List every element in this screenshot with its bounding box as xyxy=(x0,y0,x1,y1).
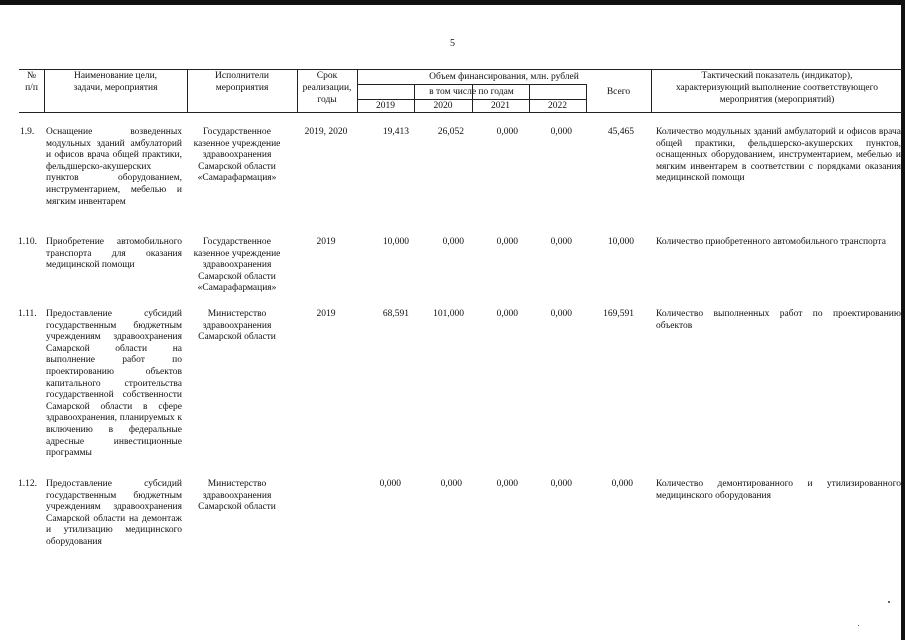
row-value-2020: 26,052 xyxy=(437,127,464,137)
header-year-2019: 2019 xyxy=(376,101,395,111)
row-value-2022: 0,000 xyxy=(550,237,572,247)
row-name: Предоставление субсидий государственным бюджетным учреждениям здравоохранения Самарской области на демонтаж и утилизацию медицинского оборудования xyxy=(46,479,182,547)
row-executor: Государственное казенное учреждение здравоохранения Самарской области «Самарафармация» xyxy=(193,237,281,294)
row-value-2022: 0,000 xyxy=(550,479,572,489)
row-indicator: Количество демонтированного и утилизированного медицинского оборудования xyxy=(656,479,901,501)
row-value-total: 10,000 xyxy=(607,237,634,247)
row-number: 1.10. xyxy=(18,237,37,247)
row-number: 1.9. xyxy=(20,127,35,137)
row-value-2020: 0,000 xyxy=(440,479,462,489)
row-name: Оснащение возведенных модульных зданий амбулаторий и офисов врача общей практики, фельдшерско-акушерских пунктов оборудованием, инструментарием, мебелью и мягким инвентарем xyxy=(46,127,182,207)
row-term: 2019 xyxy=(316,309,336,319)
row-value-2021: 0,000 xyxy=(496,309,518,319)
row-value-2022: 0,000 xyxy=(550,127,572,137)
row-value-total: 0,000 xyxy=(611,479,633,489)
row-value-2019: 68,591 xyxy=(382,309,409,319)
row-name: Приобретение автомобильного транспорта для оказания медицинской помощи xyxy=(46,237,182,271)
row-indicator: Количество приобретенного автомобильного транспорта xyxy=(656,237,886,247)
row-executor: Министерство здравоохранения Самарской области xyxy=(198,309,276,343)
header-executor: Исполнители мероприятия xyxy=(215,71,269,93)
header-year-2020: 2020 xyxy=(433,101,453,111)
scan-speck xyxy=(888,601,890,603)
header-bottom-rule xyxy=(19,112,903,113)
row-indicator: Количество выполненных работ по проектированию объектов xyxy=(656,309,901,331)
row-value-2020: 0,000 xyxy=(442,237,464,247)
row-value-2021: 0,000 xyxy=(496,127,518,137)
row-term: 2019 xyxy=(316,237,336,247)
header-by-years: в том числе по годам xyxy=(429,87,514,97)
header-term: Срок реализации, годы xyxy=(302,71,352,105)
scan-speck xyxy=(858,625,859,626)
header-number: № п/п xyxy=(25,71,38,93)
row-indicator: Количество модульных зданий амбулаторий и офисов врача общей практики, фельдшерско-акушерских пунктов, оснащенных оборудованием, инструментарием, мебелью и мягким инвентарем в соответствии с порядками оказания медицинской помощи xyxy=(656,127,901,184)
row-value-2021: 0,000 xyxy=(496,237,518,247)
row-value-2019: 10,000 xyxy=(382,237,409,247)
row-value-2019: 0,000 xyxy=(379,479,401,489)
row-value-2020: 101,000 xyxy=(433,309,464,319)
row-value-total: 45,465 xyxy=(607,127,634,137)
header-year-2021: 2021 xyxy=(491,101,510,111)
row-number: 1.11. xyxy=(18,309,37,319)
row-value-2022: 0,000 xyxy=(550,309,572,319)
row-value-total: 169,591 xyxy=(603,309,634,319)
row-term: 2019, 2020 xyxy=(304,127,348,137)
row-number: 1.12. xyxy=(18,479,37,489)
header-indicator: Тактический показатель (индикатор), характеризующий выполнение соответствующего мероприятия (мероприятий) xyxy=(675,71,879,105)
row-executor: Государственное казенное учреждение здравоохранения Самарской области «Самарафармация» xyxy=(193,127,281,184)
row-executor: Министерство здравоохранения Самарской области xyxy=(198,479,276,513)
page-number: 5 xyxy=(450,38,455,49)
header-total: Всего xyxy=(606,87,631,97)
scan-border-top xyxy=(0,0,905,5)
row-value-2021: 0,000 xyxy=(496,479,518,489)
row-name: Предоставление субсидий государственным бюджетным учреждениям здравоохранения Самарской области на выполнение работ по проектированию объектов капитального строительства государственной собственности Самарской области в сфере здравоохранения, планируемых к включению в федеральные адресные инвестиционные программы xyxy=(46,309,182,459)
header-year-2022: 2022 xyxy=(548,101,567,111)
header-financing: Объем финансирования, млн. рублей xyxy=(429,72,579,82)
row-value-2019: 19,413 xyxy=(382,127,409,137)
header-name: Наименование цели, задачи, мероприятия xyxy=(73,71,158,93)
